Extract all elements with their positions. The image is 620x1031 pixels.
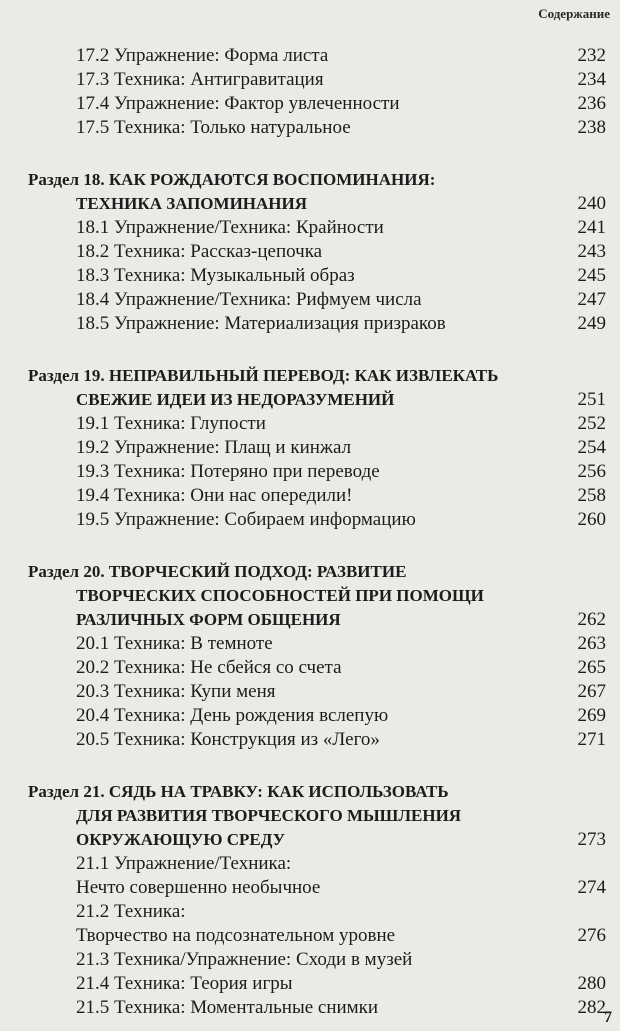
toc-entry xyxy=(76,312,606,336)
toc-entry-page: 263 xyxy=(577,633,606,654)
page-number: 7 xyxy=(604,1009,612,1026)
toc-entry-page: 247 xyxy=(577,289,606,310)
toc-entry-title: 21.5 Техника: Моментальные снимки xyxy=(76,997,379,1018)
toc-entry xyxy=(76,508,606,532)
toc-entry-page: 243 xyxy=(577,241,606,262)
toc-entry xyxy=(76,656,606,680)
toc-entry xyxy=(76,484,606,508)
section-title-line: ОКРУЖАЮЩУЮ СРЕДУ xyxy=(76,830,286,849)
toc-entry-title: 20.2 Техника: Не сбейся со счета xyxy=(76,657,342,678)
toc-entry-page: 274 xyxy=(577,877,606,898)
toc-entry-title: 21.1 Упражнение/Техника: xyxy=(76,853,292,874)
toc-entry xyxy=(76,288,606,312)
toc-entry xyxy=(76,460,606,484)
table-of-contents xyxy=(28,44,606,1020)
toc-section xyxy=(28,168,606,336)
toc-entry-page: 256 xyxy=(577,461,606,482)
toc-entry-page: 269 xyxy=(577,705,606,726)
section-title-line: Раздел 20. ТВОРЧЕСКИЙ ПОДХОД: РАЗВИТИЕ xyxy=(28,562,407,581)
toc-entry-title: 20.5 Техника: Конструкция из «Лего» xyxy=(76,729,380,750)
running-header: Содержание xyxy=(538,6,610,21)
section-title-line: ТЕХНИКА ЗАПОМИНАНИЯ xyxy=(76,194,308,213)
toc-entry xyxy=(76,680,606,704)
toc-entry-title: 21.4 Техника: Теория игры xyxy=(76,973,293,994)
toc-entry xyxy=(76,924,606,948)
section-page: 262 xyxy=(577,609,606,630)
section-title-line: ТВОРЧЕСКИХ СПОСОБНОСТЕЙ ПРИ ПОМОЩИ xyxy=(76,586,484,605)
section-title-row xyxy=(28,192,606,216)
toc-section xyxy=(28,560,606,752)
toc-entry xyxy=(76,412,606,436)
toc-entry xyxy=(76,116,606,140)
toc-entry-title: 19.1 Техника: Глупости xyxy=(76,413,266,434)
toc-entry xyxy=(76,996,606,1020)
section-page: 273 xyxy=(577,829,606,850)
toc-entry xyxy=(76,92,606,116)
toc-entry xyxy=(76,68,606,92)
toc-entry-title: 17.2 Упражнение: Форма листа xyxy=(76,45,329,66)
toc-entry-title: 20.3 Техника: Купи меня xyxy=(76,681,276,702)
toc-entry-page: 254 xyxy=(577,437,606,458)
toc-entry xyxy=(76,704,606,728)
toc-entry-title: 20.1 Техника: В темноте xyxy=(76,633,273,654)
section-page: 240 xyxy=(577,193,606,214)
toc-entry-title: Нечто совершенно необычное xyxy=(76,877,321,898)
toc-entry xyxy=(76,436,606,460)
section-title-row xyxy=(28,608,606,632)
section-title-row xyxy=(28,388,606,412)
toc-entry-title: 18.5 Упражнение: Материализация призраков xyxy=(76,313,446,334)
toc-entry-title: 17.4 Упражнение: Фактор увлеченности xyxy=(76,93,400,114)
toc-entry-page: 232 xyxy=(577,45,606,66)
toc-entry-page: 280 xyxy=(577,973,606,994)
toc-entry-title: 18.1 Упражнение/Техника: Крайности xyxy=(76,217,384,238)
toc-entry-page: 276 xyxy=(577,925,606,946)
toc-entry-title: 19.3 Техника: Потеряно при переводе xyxy=(76,461,380,482)
section-title-line: РАЗЛИЧНЫХ ФОРМ ОБЩЕНИЯ xyxy=(76,610,341,629)
toc-entry xyxy=(76,216,606,240)
toc-entry-page: 271 xyxy=(577,729,606,750)
toc-entry-page: 241 xyxy=(577,217,606,238)
section-title-line: Раздел 18. КАК РОЖДАЮТСЯ ВОСПОМИНАНИЯ: xyxy=(28,170,436,189)
section-page: 251 xyxy=(577,389,606,410)
toc-entry-title: Творчество на подсознательном уровне xyxy=(76,925,396,946)
toc-entry-page: 252 xyxy=(577,413,606,434)
section-title-line: ДЛЯ РАЗВИТИЯ ТВОРЧЕСКОГО МЫШЛЕНИЯ xyxy=(76,806,462,825)
toc-entry-title: 20.4 Техника: День рождения вслепую xyxy=(76,705,389,726)
toc-entry-page: 245 xyxy=(577,265,606,286)
toc-entry-title: 21.2 Техника: xyxy=(76,901,186,922)
toc-entry xyxy=(76,948,606,972)
toc-entry-page: 234 xyxy=(577,69,606,90)
toc-entry-title: 19.2 Упражнение: Плащ и кинжал xyxy=(76,437,352,458)
toc-entry-page: 238 xyxy=(577,117,606,138)
toc-entry xyxy=(76,876,606,900)
toc-entry-title: 19.5 Упражнение: Собираем информацию xyxy=(76,509,416,530)
section-title-line: СВЕЖИЕ ИДЕИ ИЗ НЕДОРАЗУМЕНИЙ xyxy=(76,390,395,409)
toc-entry-page: 249 xyxy=(577,313,606,334)
section-title-line: Раздел 21. СЯДЬ НА ТРАВКУ: КАК ИСПОЛЬЗОВАТЬ xyxy=(28,782,449,801)
section-title-line: Раздел 19. НЕПРАВИЛЬНЫЙ ПЕРЕВОД: КАК ИЗВЛЕКАТЬ xyxy=(28,366,499,385)
toc-entry-title: 18.3 Техника: Музыкальный образ xyxy=(76,265,355,286)
toc-entry xyxy=(76,728,606,752)
toc-entry-page: 260 xyxy=(577,509,606,530)
toc-section xyxy=(28,780,606,1020)
toc-entry xyxy=(76,632,606,656)
toc-entry-title: 17.3 Техника: Антигравитация xyxy=(76,69,324,90)
toc-entry-title: 18.4 Упражнение/Техника: Рифмуем числа xyxy=(76,289,422,310)
section-title-row xyxy=(28,828,606,852)
toc-entry-title: 19.4 Техника: Они нас опередили! xyxy=(76,485,353,506)
toc-entry-page: 258 xyxy=(577,485,606,506)
toc-entry-title: 21.3 Техника/Упражнение: Сходи в музей xyxy=(76,949,413,970)
toc-entry xyxy=(76,240,606,264)
toc-entry-title: 18.2 Техника: Рассказ-цепочка xyxy=(76,241,323,262)
toc-entry xyxy=(76,972,606,996)
toc-entry xyxy=(76,44,606,68)
toc-entry-title: 17.5 Техника: Только натуральное xyxy=(76,117,351,138)
toc-section xyxy=(28,364,606,532)
toc-entry-page: 282 xyxy=(577,997,606,1018)
toc-entry-page: 267 xyxy=(577,681,606,702)
toc-entry-page: 265 xyxy=(577,657,606,678)
toc-entry xyxy=(76,264,606,288)
toc-entry-page: 236 xyxy=(577,93,606,114)
